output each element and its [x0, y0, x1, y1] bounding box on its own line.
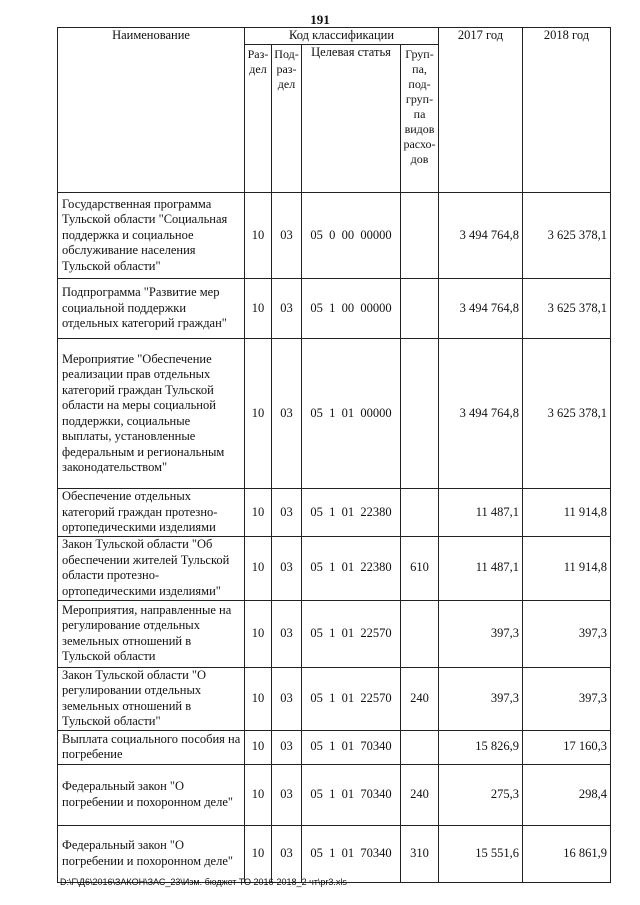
table-row: [58, 667, 611, 730]
row-value-2017: 11 487,1: [439, 536, 523, 600]
row-target: 05 0 00 00000: [302, 193, 401, 279]
row-section: 10: [245, 489, 272, 537]
row-group: 240: [401, 667, 439, 730]
header-group: Груп- па, под- груп- па видов расхо- дов: [401, 45, 439, 193]
table-row: [58, 489, 611, 537]
row-name: Федеральный закон "О погребении и похоронном деле": [58, 764, 245, 825]
row-group: 610: [401, 536, 439, 600]
row-section: 10: [245, 339, 272, 489]
row-target: 05 1 01 00000: [302, 339, 401, 489]
row-value-2018: 397,3: [523, 667, 611, 730]
page-number: 191: [310, 12, 330, 27]
row-group: 240: [401, 764, 439, 825]
row-subsection: 03: [272, 536, 302, 600]
row-value-2018: 3 625 378,1: [523, 339, 611, 489]
header-subsection: Под- раз- дел: [272, 45, 302, 193]
header-year-2017: 2017 год: [439, 28, 523, 193]
row-group: 310: [401, 825, 439, 882]
row-value-2017: 3 494 764,8: [439, 193, 523, 279]
row-name: Федеральный закон "О погребении и похоронном деле": [58, 825, 245, 882]
row-target: 05 1 01 22570: [302, 600, 401, 667]
row-value-2018: 17 160,3: [523, 730, 611, 764]
row-group: [401, 279, 439, 339]
table-row: [58, 825, 611, 882]
row-value-2017: 275,3: [439, 764, 523, 825]
row-target: 05 1 01 22380: [302, 536, 401, 600]
row-section: 10: [245, 825, 272, 882]
header-code: Код классификации: [245, 28, 439, 45]
table-row: [58, 730, 611, 764]
row-subsection: 03: [272, 339, 302, 489]
row-target: 05 1 01 70340: [302, 825, 401, 882]
header-target: Целевая статья: [302, 45, 401, 193]
row-section: 10: [245, 279, 272, 339]
row-target: 05 1 01 22570: [302, 667, 401, 730]
row-value-2018: 11 914,8: [523, 489, 611, 537]
row-name: Государственная программа Тульской области "Социальная поддержка и социальное обслуживание населения Тульской области": [58, 193, 245, 279]
table-row: [58, 279, 611, 339]
row-section: 10: [245, 764, 272, 825]
header-name: Наименование: [58, 28, 245, 193]
row-subsection: 03: [272, 600, 302, 667]
row-section: 10: [245, 667, 272, 730]
row-name: Выплата социального пособия на погребение: [58, 730, 245, 764]
row-section: 10: [245, 730, 272, 764]
row-name: Мероприятие "Обеспечение реализации прав отдельных категорий граждан Тульской области на меры социальной поддержки, социальные выплаты, установленные федеральным и региональным законодательством": [58, 339, 245, 489]
header-section: Раз- дел: [245, 45, 272, 193]
row-target: 05 1 01 22380: [302, 489, 401, 537]
row-name: Обеспечение отдельных категорий граждан протезно-ортопедическими изделиями: [58, 489, 245, 537]
row-group: [401, 730, 439, 764]
table-row: [58, 600, 611, 667]
row-name: Закон Тульской области "О регулировании отдельных земельных отношений в Тульской области": [58, 667, 245, 730]
budget-table: [57, 27, 611, 883]
row-value-2017: 15 551,6: [439, 825, 523, 882]
row-section: 10: [245, 536, 272, 600]
row-name: Подпрограмма "Развитие мер социальной поддержки отдельных категорий граждан": [58, 279, 245, 339]
table-row: [58, 536, 611, 600]
header-year-2018: 2018 год: [523, 28, 611, 193]
file-path-footer: D:\Г\Д6\2016\ЗАКОН\ЗАС_23\Изм. бюджет ТО 2016-2018_2 чт\pr3.xls: [60, 877, 347, 887]
row-group: [401, 193, 439, 279]
row-subsection: 03: [272, 279, 302, 339]
row-value-2017: 397,3: [439, 600, 523, 667]
table-row: [58, 339, 611, 489]
row-value-2017: 3 494 764,8: [439, 339, 523, 489]
row-target: 05 1 01 70340: [302, 764, 401, 825]
row-value-2018: 397,3: [523, 600, 611, 667]
row-value-2018: 3 625 378,1: [523, 279, 611, 339]
row-section: 10: [245, 600, 272, 667]
row-value-2017: 397,3: [439, 667, 523, 730]
row-value-2017: 3 494 764,8: [439, 279, 523, 339]
row-value-2017: 11 487,1: [439, 489, 523, 537]
table-row: [58, 764, 611, 825]
row-name: Закон Тульской области "Об обеспечении жителей Тульской области протезно-ортопедическими изделиями": [58, 536, 245, 600]
row-group: [401, 600, 439, 667]
row-value-2017: 15 826,9: [439, 730, 523, 764]
row-subsection: 03: [272, 667, 302, 730]
row-subsection: 03: [272, 730, 302, 764]
row-subsection: 03: [272, 193, 302, 279]
row-value-2018: 3 625 378,1: [523, 193, 611, 279]
row-group: [401, 339, 439, 489]
row-name: Мероприятия, направленные на регулирование отдельных земельных отношений в Тульской области: [58, 600, 245, 667]
row-value-2018: 16 861,9: [523, 825, 611, 882]
row-group: [401, 489, 439, 537]
row-subsection: 03: [272, 825, 302, 882]
row-value-2018: 298,4: [523, 764, 611, 825]
row-target: 05 1 00 00000: [302, 279, 401, 339]
row-subsection: 03: [272, 764, 302, 825]
row-section: 10: [245, 193, 272, 279]
table-row: [58, 193, 611, 279]
row-subsection: 03: [272, 489, 302, 537]
row-target: 05 1 01 70340: [302, 730, 401, 764]
row-value-2018: 11 914,8: [523, 536, 611, 600]
